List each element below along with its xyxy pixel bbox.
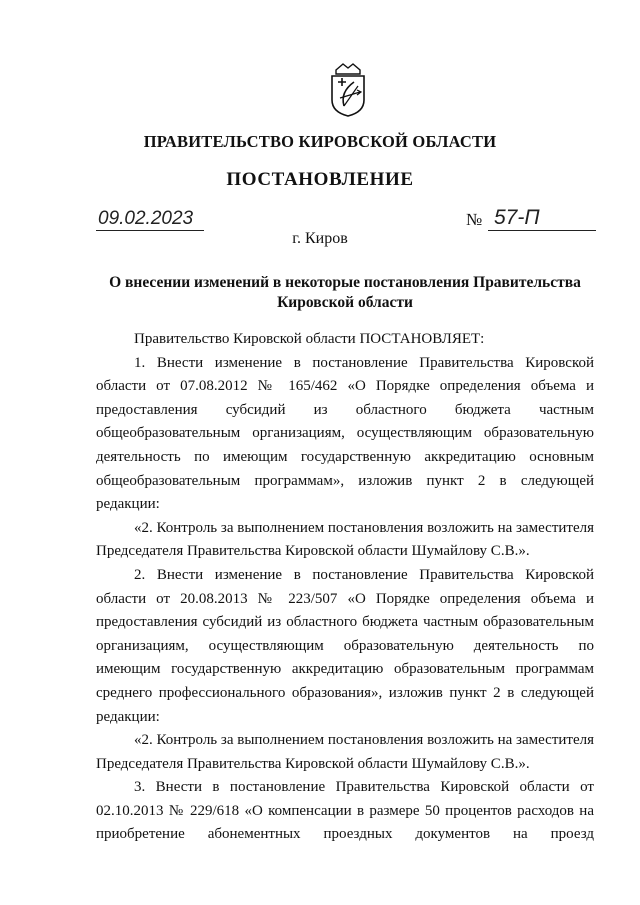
document-type: ПОСТАНОВЛЕНИЕ xyxy=(226,169,414,190)
item-2-quote: «2. Контроль за выполнением постановления возложить на заместителя Председателя Правительства Кировской области Шумайлову С.В.». xyxy=(96,732,594,772)
number-label: № xyxy=(466,210,483,229)
document-number: 57-П xyxy=(488,206,596,231)
government-name: ПРАВИТЕЛЬСТВО КИРОВСКОЙ ОБЛАСТИ xyxy=(143,132,497,151)
document-title: О внесении изменений в некоторые постановления Правительства Кировской области xyxy=(109,274,581,311)
city: г. Киров xyxy=(292,230,348,247)
document-date: 09.02.2023 xyxy=(96,208,204,231)
item-3: 3. Внести в постановление Правительства Кировской области от 02.10.2013 № 229/618 «О компенсации в размере 50 процентов расходов на приобретение абонементных проездных документов на проезд xyxy=(96,779,594,843)
coat-of-arms-icon xyxy=(328,60,368,118)
document-body xyxy=(96,328,594,847)
item-1: 1. Внести изменение в постановление Правительства Кировской области от 07.08.2012 № 165/462 «О Порядке определения объема и предоставления субсидий из областного бюджета частным общеобразовательным организациям, осуществляющим образовательную деятельность по имеющим государственную аккредитацию основным общеобразовательным программам», изложив пункт 2 в следующей редакции: xyxy=(96,354,594,513)
preamble: Правительство Кировской области ПОСТАНОВЛЯЕТ: xyxy=(134,331,485,347)
item-2: 2. Внести изменение в постановление Правительства Кировской области от 20.08.2013 № 223/507 «О Порядке определения объема и предоставления субсидий из областного бюджета частным образовательным организациям, осуществляющим образовательную деятельность по имеющим государственную аккредитацию образовательным программам среднего профессионального образования», изложив пункт 2 в следующей редакции: xyxy=(96,566,594,725)
item-1-quote: «2. Контроль за выполнением постановления возложить на заместителя Председателя Правительства Кировской области Шумайлову С.В.». xyxy=(96,519,594,560)
